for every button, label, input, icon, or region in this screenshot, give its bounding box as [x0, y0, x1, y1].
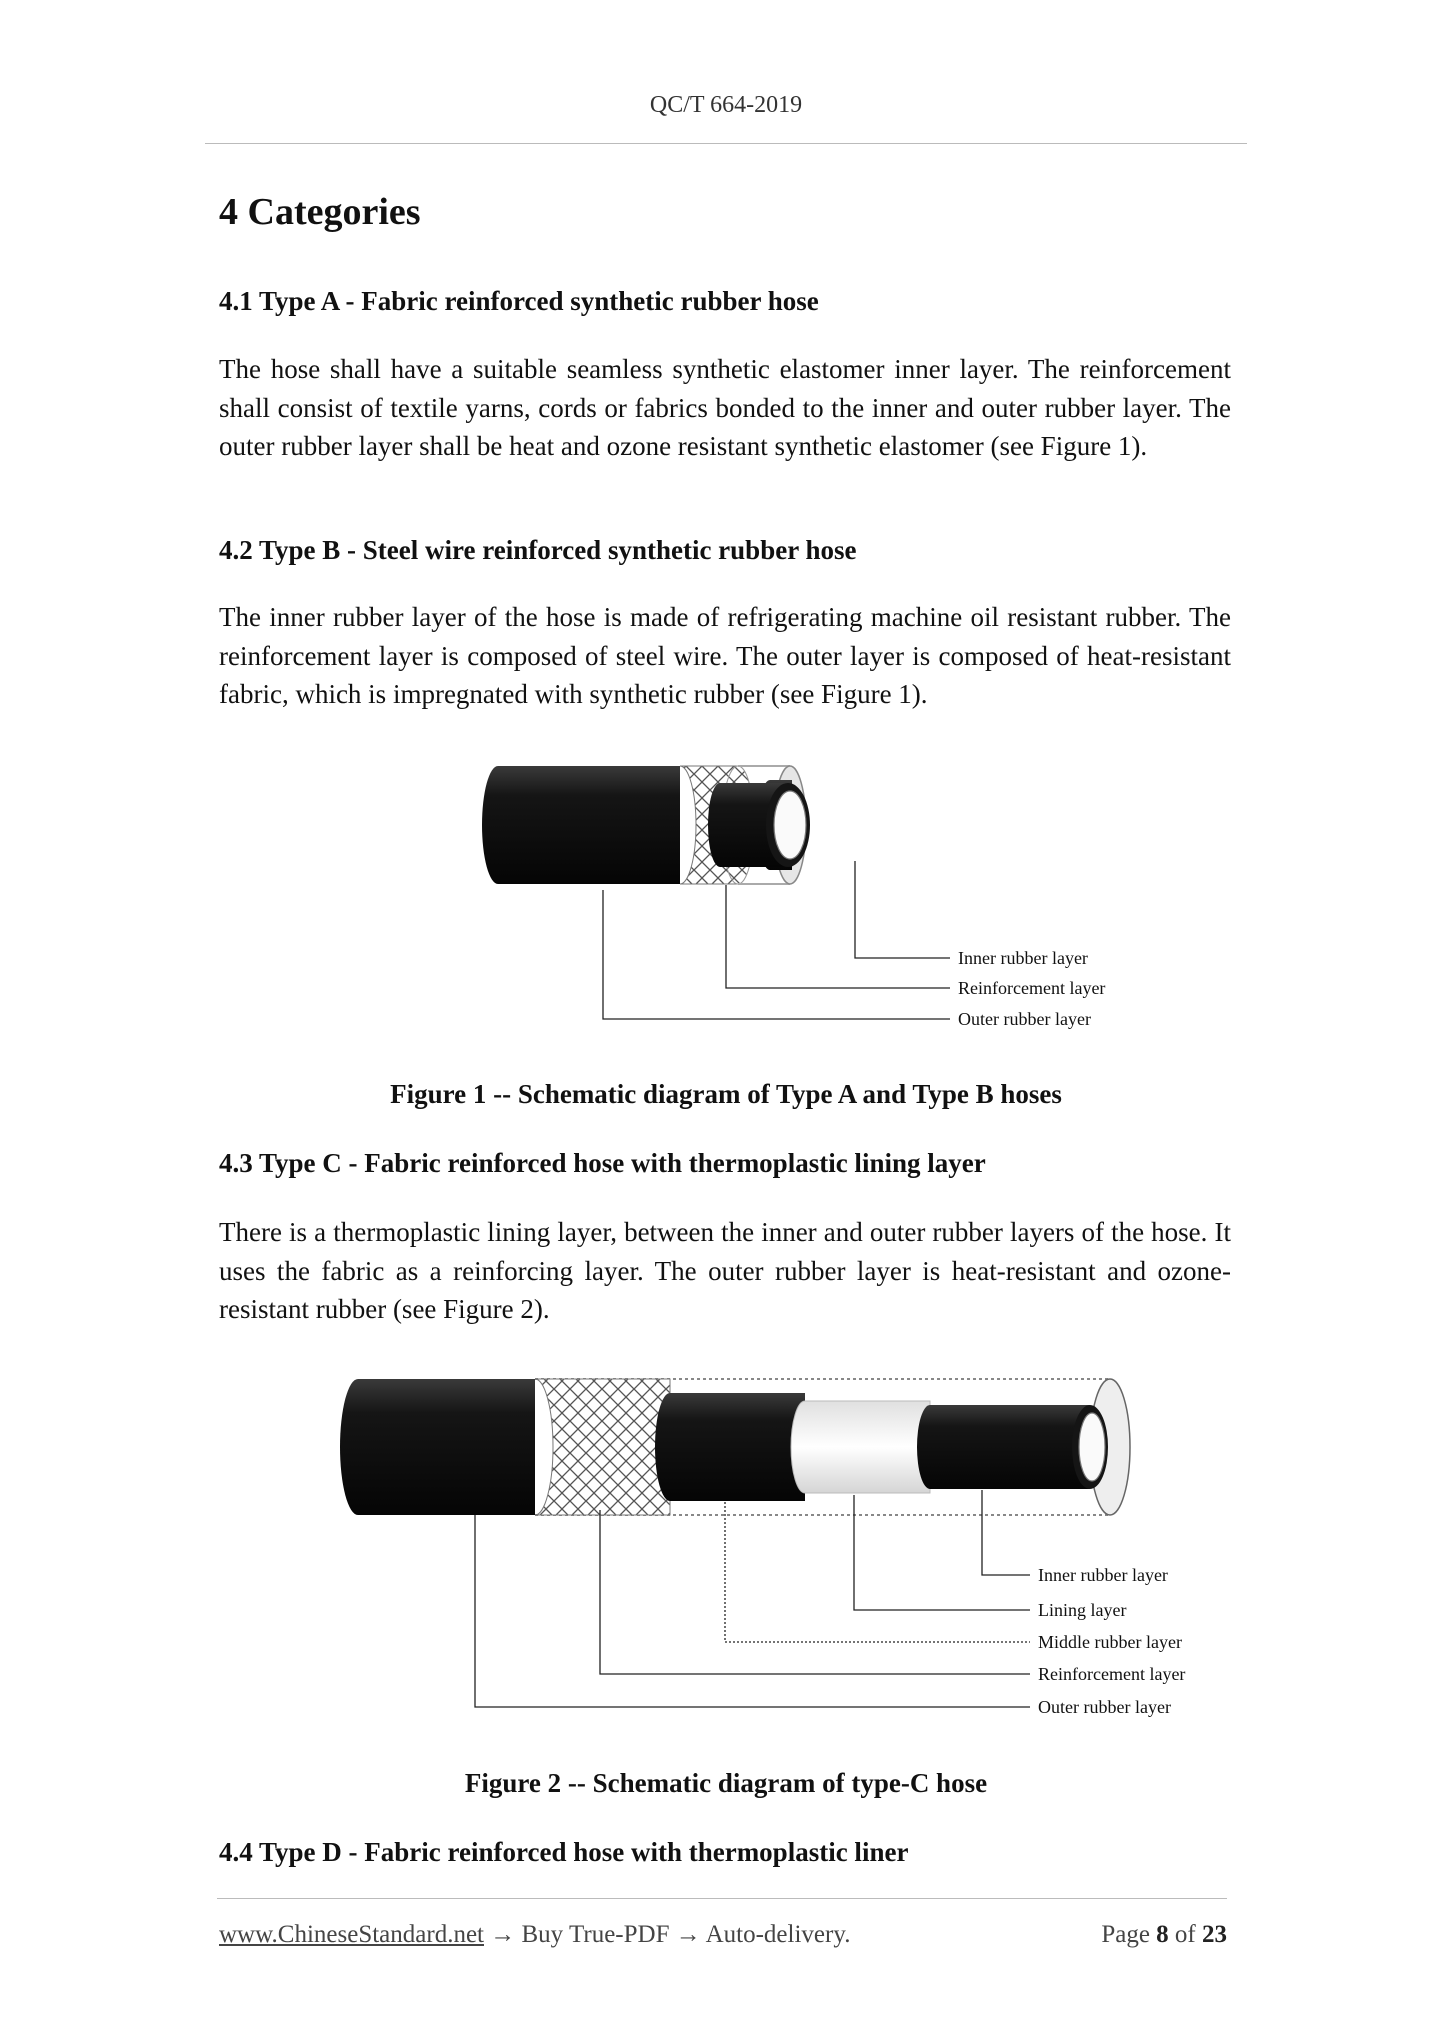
lining-layer — [791, 1401, 930, 1493]
page-number: Page 8 of 23 — [1101, 1921, 1227, 1948]
type-c-heading: 4.3 Type C - Fabric reinforced hose with thermoplastic lining layer — [219, 1148, 986, 1178]
footer-divider — [217, 1898, 1227, 1899]
total-pages: 23 — [1202, 1921, 1227, 1948]
site-link[interactable]: www.ChineseStandard.net — [219, 1921, 484, 1948]
type-b-paragraph: The inner rubber layer of the hose is made of refrigerating machine oil resistant rubber. The reinforcement layer is composed of steel wire. The outer layer is composed of heat-resistant fabric, which is impregnated with synthetic rubber (see Figure 1). — [219, 602, 1231, 709]
footer-promo — [219, 1921, 850, 1949]
type-d-heading: 4.4 Type D - Fabric reinforced hose with thermoplastic liner — [219, 1837, 909, 1867]
figure-2-label-reinforcement: Reinforcement layer — [1038, 1664, 1186, 1684]
figure-2-label-middle: Middle rubber layer — [1038, 1632, 1182, 1652]
figure-1-label-reinforcement: Reinforcement layer — [958, 978, 1106, 998]
auto-delivery-text: Auto-delivery. — [705, 1921, 851, 1948]
document-id-header: QC/T 664-2019 — [649, 92, 803, 118]
buy-true-pdf-text: Buy True-PDF — [521, 1921, 670, 1948]
middle-rubber-layer — [655, 1393, 805, 1501]
arrow-right-icon: → — [675, 1921, 701, 1948]
header-divider — [205, 143, 1247, 144]
figure-1-caption: Figure 1 -- Schematic diagram of Type A and Type B hoses — [390, 1079, 1062, 1109]
figure-1-label-inner: Inner rubber layer — [958, 948, 1088, 968]
arrow-right-icon: → — [490, 1921, 516, 1948]
current-page: 8 — [1156, 1921, 1169, 1948]
type-b-heading: 4.2 Type B - Steel wire reinforced synthetic rubber hose — [219, 535, 857, 565]
figure-2-label-lining: Lining layer — [1038, 1600, 1127, 1620]
figure-2-caption: Figure 2 -- Schematic diagram of type-C hose — [464, 1768, 988, 1798]
section-title: 4 Categories — [219, 191, 421, 233]
figure-2-label-inner: Inner rubber layer — [1038, 1565, 1168, 1585]
type-a-heading: 4.1 Type A - Fabric reinforced synthetic rubber hose — [219, 286, 819, 316]
type-c-paragraph: There is a thermoplastic lining layer, between the inner and outer rubber layers of the hose. It uses the fabric as a reinforcing layer. The outer rubber layer is heat-resistant and ozone-resistant rubber (see Figure 2). — [219, 1217, 1231, 1324]
figure-2-label-outer: Outer rubber layer — [1038, 1697, 1171, 1717]
figure-1-label-outer: Outer rubber layer — [958, 1009, 1091, 1029]
figure-1-hose-diagram — [470, 750, 1106, 1050]
inner-rubber-layer — [917, 1405, 1090, 1489]
reinforcement-layer — [535, 1379, 670, 1515]
type-a-paragraph: The hose shall have a suitable seamless synthetic elastomer inner layer. The reinforcement shall consist of textile yarns, cords or fabrics bonded to the inner and outer rubber layer. The outer rubber layer shall be heat and ozone resistant synthetic elastomer (see Figure 1). — [219, 354, 1231, 461]
outer-rubber-layer — [340, 1379, 535, 1515]
figure-2-hose-diagram — [330, 1365, 1210, 1725]
